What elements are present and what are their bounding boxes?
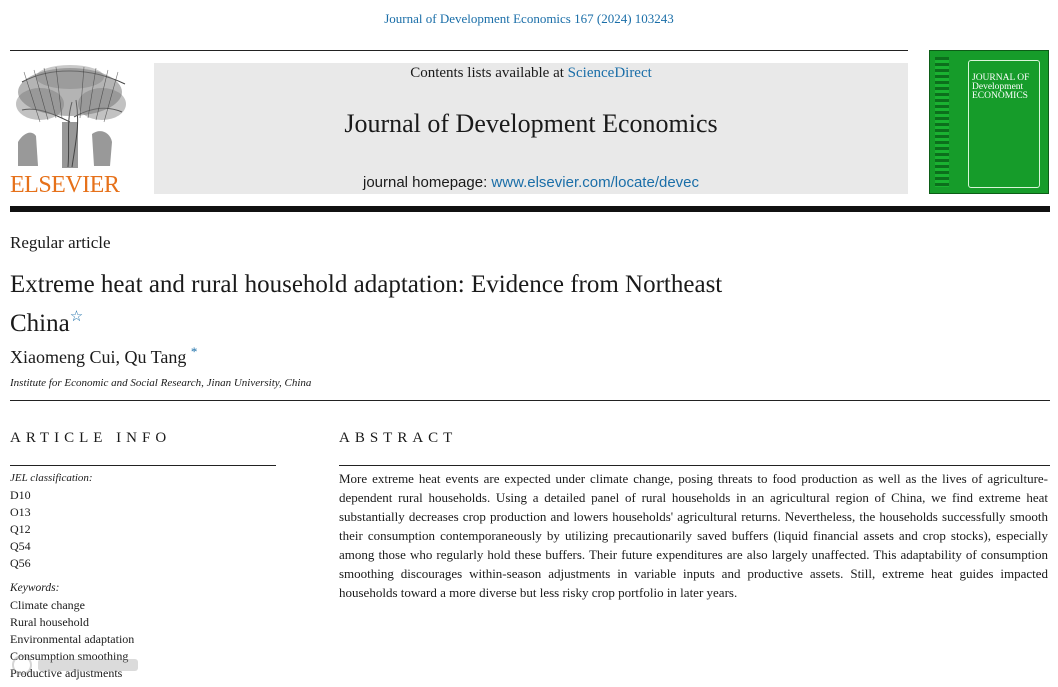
article-title-line: Extreme heat and rural household adaptation: Evidence from Northeast: [10, 271, 723, 298]
jel-code: O13: [10, 505, 31, 519]
corresponding-author-marker[interactable]: *: [190, 344, 198, 359]
cover-title-line: ECONOMICS: [972, 91, 1028, 101]
author-names: Xiaomeng Cui, Qu Tang: [10, 347, 187, 367]
keyword: Climate change: [10, 598, 85, 612]
abstract-rule: [339, 465, 1050, 466]
article-title-text: China: [10, 310, 70, 337]
article-title: [10, 268, 880, 340]
cover-title-line: JOURNAL OF: [972, 73, 1030, 83]
journal-homepage-link[interactable]: www.elsevier.com/locate/devec: [491, 174, 700, 191]
homepage-prefix: journal homepage:: [362, 174, 492, 191]
jel-code-list: [10, 487, 31, 572]
article-info-rule: [10, 465, 276, 466]
keyword: Productive adjustments: [10, 666, 123, 680]
jel-code: Q56: [10, 556, 31, 570]
jel-code: Q54: [10, 539, 31, 553]
journal-reference[interactable]: [0, 11, 1058, 27]
article-title-line: [10, 301, 880, 340]
title-note-star-icon[interactable]: ☆: [69, 309, 84, 325]
elsevier-wordmark: ELSEVIER: [10, 172, 120, 198]
contents-prefix: Contents lists available at: [410, 65, 568, 81]
header-divider: [10, 50, 908, 51]
abstract-text: More extreme heat events are expected under climate change, posing threats to food production as well as the lives of agriculture-dependent rural households. Using a detailed panel of rural households in an agricultural region of China, we find extreme heat substantially decreases crop production and lowers households' agricultural returns. Nevertheless, the households successfully smooth their consumption contemporaneously by utilizing precautionarily saved buffers (liquid financial assets and crop stocks), especially among those who regularly hold these buffers. Their future expenditures are also largely unaffected. This adaptability of consumption smoothing discourages within-season adjustments in variable inputs and productive assets. Still, extreme heat guides impacted households toward a more diverse but less risky crop portfolio in later years.: [339, 471, 1048, 600]
article-type: Regular article: [10, 233, 111, 252]
watermark-logo: [10, 650, 150, 680]
abstract-heading: ABSTRACT: [339, 430, 458, 446]
elsevier-tree-icon: [10, 62, 132, 170]
cover-strip: [935, 57, 949, 187]
contents-line: [154, 65, 908, 82]
cover-title: [972, 74, 1044, 101]
elsevier-logo[interactable]: [10, 62, 132, 196]
jel-code: D10: [10, 488, 31, 502]
keywords-label: Keywords:: [10, 582, 60, 594]
sciencedirect-link[interactable]: ScienceDirect: [567, 65, 652, 81]
jel-classification-label: JEL classification:: [10, 472, 93, 484]
keyword: Rural household: [10, 615, 89, 629]
homepage-line: [154, 174, 908, 191]
journal-cover-thumbnail[interactable]: [929, 50, 1049, 194]
keyword: Consumption smoothing: [10, 649, 129, 663]
journal-reference-link[interactable]: Journal of Development Economics 167 (2024) 103243: [384, 11, 674, 26]
keyword: Environmental adaptation: [10, 632, 135, 646]
article-info-heading: ARTICLE INFO: [10, 430, 172, 446]
masthead-divider: [10, 206, 1050, 212]
cover-title-line: Development: [972, 82, 1024, 92]
section-divider: [10, 400, 1050, 401]
authors: [10, 344, 197, 368]
journal-masthead: [154, 63, 908, 194]
jel-code: Q12: [10, 522, 31, 536]
journal-title: Journal of Development Economics: [344, 109, 718, 138]
affiliation: Institute for Economic and Social Research, Jinan University, China: [10, 377, 312, 389]
